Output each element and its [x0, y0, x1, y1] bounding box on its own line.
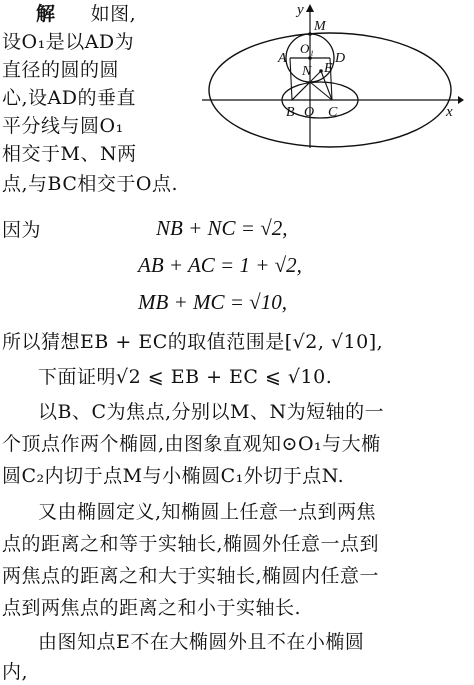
y-axis-arrow	[306, 4, 314, 12]
paragraph-4-line-3: 两焦点的距离之和大于实轴长,椭圆内任意一	[2, 565, 380, 587]
label-c: C	[328, 105, 338, 120]
label-y: y	[297, 2, 304, 18]
x-axis-arrow	[458, 96, 464, 104]
intro-line-1: 如图,	[90, 3, 137, 25]
label-e: E	[324, 61, 333, 76]
paragraph-4-line-1: 又由椭圆定义,知椭圆上任意一点到两焦	[38, 501, 377, 523]
label-n: N	[302, 64, 312, 79]
equation-3: MB + MC = √10,	[138, 290, 287, 314]
paragraph-3-line-2: 个顶点作两个椭圆,由图象直观知⊙O₁与大椭	[2, 433, 381, 455]
segment-ab	[290, 58, 292, 100]
conjecture-line: 所以猜想EB + EC的取值范围是[√2, √10],	[2, 331, 384, 353]
paragraph-4-line-4: 点到两焦点的距离之和小于实轴长.	[2, 597, 302, 619]
paragraph-3-line-3: 圆C₂内切于点M与小椭圆C₁外切于点N.	[2, 465, 345, 487]
label-b: B	[286, 105, 295, 120]
label-d: D	[335, 51, 346, 66]
intro-line-4: 心,设AD的垂直	[2, 87, 136, 109]
label-m: M	[314, 19, 326, 34]
proof-statement: 下面证明√2 ⩽ EB + EC ⩽ √10.	[38, 366, 333, 388]
label-x: x	[446, 104, 453, 120]
label-a: A	[278, 51, 287, 66]
intro-line-6: 相交于M、N两	[2, 143, 137, 165]
geometry-figure	[200, 0, 464, 150]
intro-line-5: 平分线与圆O₁	[2, 115, 124, 137]
label-o: O	[304, 105, 315, 120]
because-label: 因为	[2, 219, 42, 241]
paragraph-5-line-2: 内,	[2, 661, 29, 683]
equation-2: AB + AC = 1 + √2,	[138, 253, 302, 277]
paragraph-5-line-1: 由图知点E不在大椭圆外且不在小椭圆	[38, 631, 365, 653]
solution-heading	[36, 2, 136, 26]
big-ellipse	[209, 33, 451, 147]
point-m	[308, 32, 312, 36]
intro-line-2: 设O₁是以AD为	[2, 31, 135, 53]
intro-line-7: 点,与BC相交于O点.	[2, 173, 179, 195]
paragraph-4-line-2: 点的距离之和等于实轴长,椭圆外任意一点到	[2, 533, 380, 555]
solution-label: 解	[36, 3, 56, 25]
equation-1: NB + NC = √2,	[156, 216, 288, 240]
label-o1: O₁	[300, 41, 314, 56]
intro-line-3: 直径的圆的圆	[2, 59, 120, 81]
paragraph-3-line-1: 以B、C为焦点,分别以M、N为短轴的一	[38, 401, 385, 423]
point-e	[319, 69, 323, 73]
point-o1	[308, 56, 312, 60]
